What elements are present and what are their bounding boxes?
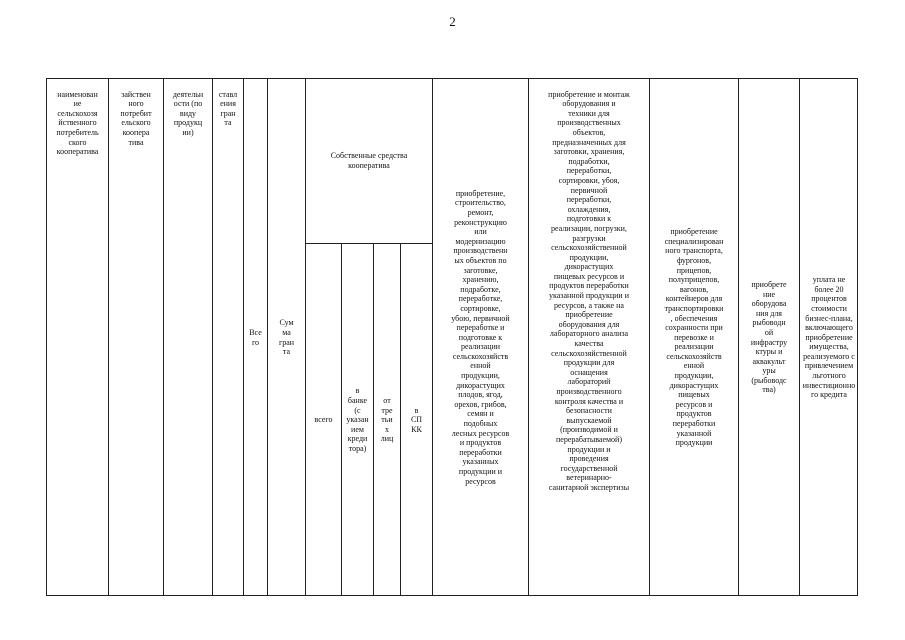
col-registered-cooperative [108,78,163,596]
col-total-text: Все го [249,327,262,347]
col-loan-payment-text: уплата не более 20 процентов стоимости бизнес-плана, включающего приобретение имущества, реализуемого с привлечением льготного инвестиционно го кредита [802,275,856,400]
col-cooperative-name-text: наименован ие сельскохозя йственного потребитель ского кооператива [56,89,99,157]
col-loan-payment [799,78,858,596]
col-equipment-text: приобретение и монтаж оборудования и техники для производственных объектов, предназначенных для заготовки, хранения, подработки, переработки, сортировки, убоя, первичной переработки, охлаждения, подготовки к реализации, погрузки, разгрузки сельскохозяйственной продукции, дикорастущих пищевых ресурсов и продуктов переработки указанной продукции и ресурсов, а также на приобретение оборудования для лабораторного анализа качества сельскохозяйственной продукции для оснащения лабораторий производственного контроля качества и безопасности выпускаемой (производимой и перерабатываемой) продукции и проведения государственной ветеринарно- санитарной экспертизы [548,89,630,492]
col-grant-provision-text: ставл ения гран та [218,89,238,128]
col-own-funds-spkk-text: в СП КК [410,405,423,434]
col-transport [649,78,738,596]
col-own-funds-total-text: всего [314,415,333,425]
col-own-funds-spkk [400,243,432,596]
col-cooperative-name [46,78,108,596]
col-activity-text: деятельн ости (по виду продукц ии) [172,89,204,137]
col-transport-text: приобретение специализирован ного транспорта, фургонов, прицепов, полуприцепов, вагонов, контейнеров для транспортировки , обеспечения сохранности при перевозке и реализации сельскохозяйств енной продукции, дикорастущих пищевых ресурсов и продуктов переработки указанной продукции [664,227,724,448]
col-own-funds-third-parties-text: от тре тьи х лиц [380,396,394,444]
col-own-funds-bank [341,243,373,596]
col-registered-cooperative-text: зайствен ного потребит ельского коопера тива [120,89,152,147]
col-own-funds-third-parties [373,243,400,596]
col-grant-provision [212,78,243,596]
col-grant-amount [267,78,305,596]
col-activity [163,78,212,596]
col-fish-equipment [738,78,799,596]
col-fish-equipment-text: приобрете ние оборудова ния для рыбоводн ой инфрастру ктуры и аквакульт уры (рыбоводс тва) [750,279,788,395]
col-equipment [528,78,649,596]
col-own-funds-bank-text: в банке (с указан ием креди тора) [346,386,369,453]
col-total [243,78,267,596]
col-grant-amount-text: Сум ма гран та [278,318,295,357]
col-own-funds-header [305,78,432,243]
page-number: 2 [449,14,456,29]
col-own-funds-total [305,243,341,596]
col-construction [432,78,528,596]
col-own-funds-header-text: Собственные средства кооператива [330,151,408,170]
col-construction-text: приобретение, строительство, ремонт, реконструкцию или модернизацию производственн ых объектов по заготовке, хранению, подработке, переработке, сортировке, убою, первичной переработке и подготовке к реализации сельскохозяйств енной продукции, дикорастущих плодов, ягод, орехов, грибов, семян и подобных лесных ресурсов и продуктов переработки указанных продукции и ресурсов [451,188,510,486]
